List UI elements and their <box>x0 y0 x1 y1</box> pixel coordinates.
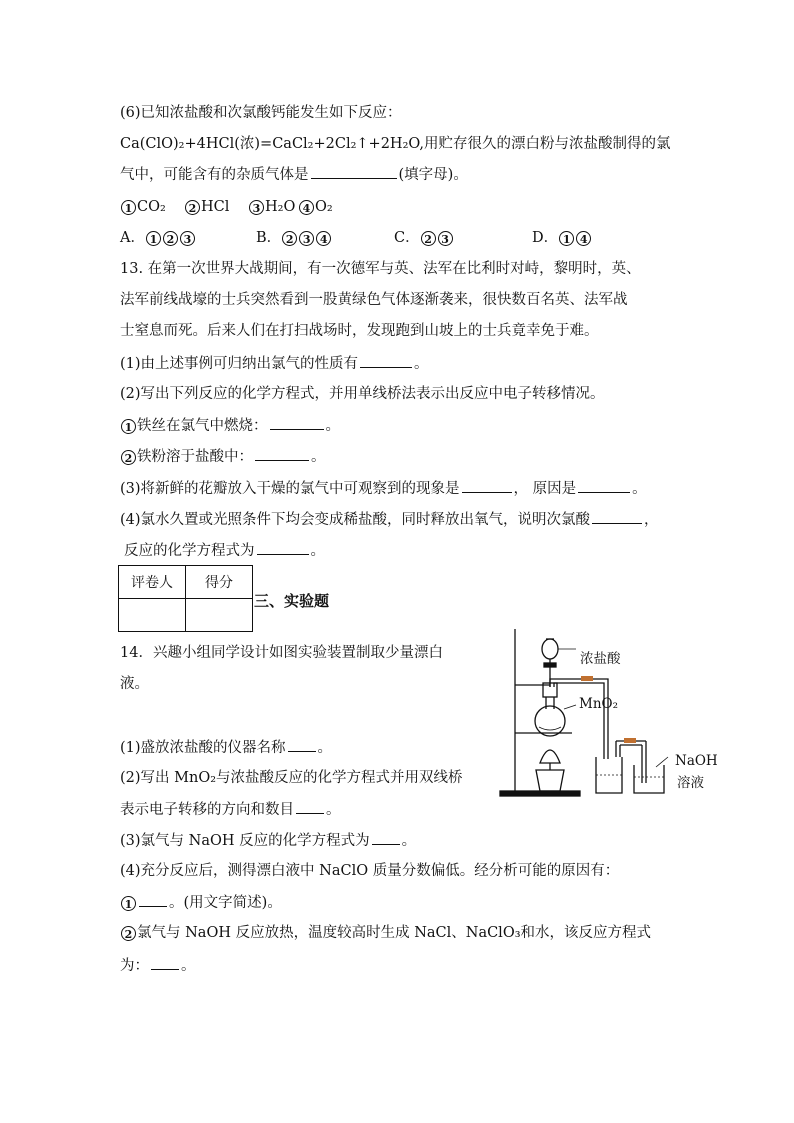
circled-number: 1 <box>121 200 136 215</box>
answer-blank[interactable] <box>288 737 316 752</box>
stand-base <box>500 791 580 796</box>
item-text: HCl <box>201 199 230 215</box>
q14-part3-text: (3)氯气与 NaOH 反应的化学方程式为 <box>120 833 370 849</box>
item-1 <box>120 197 184 217</box>
punct: 。 <box>326 802 341 818</box>
circled-number: 2 <box>121 450 136 465</box>
q13-part1 <box>120 353 429 374</box>
q12-continuation <box>120 164 468 185</box>
q14-part2a: (2)写出 MnO₂与浓盐酸反应的化学方程式并用双线桥 <box>120 770 463 786</box>
answer-blank[interactable] <box>462 478 512 493</box>
answer-blank[interactable] <box>578 478 630 493</box>
item-text: H₂O <box>265 199 296 215</box>
score-cell[interactable] <box>186 599 253 632</box>
circled-number: 1 <box>559 231 574 246</box>
label-concentrated-hcl: 浓盐酸 <box>580 651 621 667</box>
punct: 。 <box>414 356 429 372</box>
punct: ， <box>644 512 659 528</box>
item-4 <box>298 197 333 217</box>
q14-part4: (4)充分反应后，测得漂白液中 NaClO 质量分数偏低。经分析可能的原因有： <box>120 863 620 879</box>
q12-items <box>120 197 333 217</box>
answer-blank[interactable] <box>151 955 179 970</box>
option-d[interactable] <box>532 228 592 248</box>
punct: 。 <box>325 418 340 434</box>
item-2 <box>184 197 248 217</box>
q13-part4b <box>124 540 325 561</box>
q14-line1: 14．兴趣小组同学设计如图实验装置制取少量漂白 <box>120 645 443 661</box>
separatory-funnel <box>542 639 558 659</box>
answer-blank[interactable] <box>255 446 309 461</box>
q13-part2b-text: 铁粉溶于盐酸中： <box>137 449 253 465</box>
alcohol-lamp <box>536 770 564 791</box>
beaker <box>634 765 664 793</box>
answer-blank[interactable] <box>372 830 400 845</box>
circled-number: 2 <box>163 231 178 246</box>
q12-equation-line: Ca(ClO)₂+4HCl(浓)=CaCl₂+2Cl₂↑+2H₂O,用贮存很久的漂白粉与浓盐酸制得的氯 <box>120 136 671 152</box>
circled-number: 2 <box>421 231 436 246</box>
answer-blank[interactable] <box>296 799 324 814</box>
q12-options <box>120 228 592 248</box>
circled-number: 1 <box>121 419 136 434</box>
item-3 <box>248 197 298 217</box>
circled-number: 4 <box>299 200 314 215</box>
option-label: B． <box>256 230 282 246</box>
label-solution: 溶液 <box>677 775 704 791</box>
item-text: O₂ <box>315 199 333 215</box>
circled-number: 1 <box>121 896 136 911</box>
option-a[interactable] <box>120 228 256 248</box>
q14-part4a <box>120 892 282 913</box>
circled-number: 3 <box>180 231 195 246</box>
circled-number: 4 <box>316 231 331 246</box>
q14-line2: 液。 <box>120 676 149 692</box>
alcohol-lamp-flame <box>540 750 560 763</box>
circled-number: 3 <box>249 200 264 215</box>
delivery-tube <box>550 679 608 759</box>
circled-number: 1 <box>146 231 161 246</box>
circled-number: 2 <box>282 231 297 246</box>
q12-continuation-tail: (填字母)。 <box>398 167 468 183</box>
q13-part4b-text: 反应的化学方程式为 <box>124 543 255 559</box>
punct: 。 <box>181 958 196 974</box>
punct: 。 <box>317 740 333 756</box>
item-text: CO₂ <box>137 199 166 215</box>
reviewer-cell[interactable] <box>119 599 186 632</box>
q13-part3 <box>120 478 647 499</box>
score-label: 得分 <box>186 566 253 599</box>
circled-number: 2 <box>185 200 200 215</box>
circled-number: 4 <box>576 231 591 246</box>
punct: 。 <box>310 543 325 559</box>
q12-part6-intro: (6)已知浓盐酸和次氯酸钙能发生如下反应： <box>120 105 402 121</box>
q14-part4c <box>120 955 196 976</box>
round-flask <box>535 706 565 736</box>
label-mno2: MnO₂ <box>579 696 618 712</box>
q14-part4b-text: 氯气与 NaOH 反应放热，温度较高时生成 NaCl、NaClO₃和水，该反应方程式 <box>137 925 652 941</box>
q14-part4a-text: 。(用文字简述)。 <box>169 895 282 911</box>
answer-blank[interactable] <box>360 353 412 368</box>
section-title: 三、实验题 <box>254 592 330 610</box>
option-label: D． <box>532 230 559 246</box>
answer-blank[interactable] <box>270 415 324 430</box>
punct: 。 <box>632 481 647 497</box>
answer-blank[interactable] <box>139 892 167 907</box>
q14-part1 <box>120 737 332 758</box>
punct: 。 <box>401 833 417 849</box>
q12-continuation-text: 气中，可能含有的杂质气体是 <box>120 167 309 183</box>
option-b[interactable] <box>256 228 394 248</box>
q14-part2b <box>120 799 341 820</box>
option-label: C． <box>394 230 420 246</box>
q13-part4 <box>120 509 659 530</box>
q13-part2: (2)写出下列反应的化学方程式，并用单线桥法表示出反应中电子转移情况。 <box>120 386 605 402</box>
score-box <box>118 565 253 632</box>
q13-line3: 士窒息而死。后来人们在打扫战场时，发现跑到山坡上的士兵竟幸免于难。 <box>120 323 599 339</box>
reviewer-label: 评卷人 <box>119 566 186 599</box>
circled-number: 2 <box>121 926 136 941</box>
q13-part2a <box>120 415 340 436</box>
punct: 。 <box>311 449 326 465</box>
q14-part4c-text: 为： <box>120 958 149 974</box>
q13-line2: 法军前线战壕的士兵突然看到一股黄绿色气体逐渐袭来，很快数百名英、法军战 <box>120 292 628 308</box>
option-label: A． <box>120 230 145 246</box>
circled-number: 3 <box>299 231 314 246</box>
label-naoh: NaOH <box>675 753 718 769</box>
q14-part3 <box>120 830 416 851</box>
q14-part2b-text: 表示电子转移的方向和数目 <box>120 802 294 818</box>
rubber-connector <box>581 676 593 681</box>
q13-part3-text: (3)将新鲜的花瓣放入干燥的氯气中可观察到的现象是 <box>120 481 460 497</box>
q13-part2a-text: 铁丝在氯气中燃烧： <box>137 418 268 434</box>
answer-blank[interactable] <box>311 164 397 179</box>
q13-part2b <box>120 446 326 467</box>
q13-part1-text: (1)由上述事例可归纳出氯气的性质有 <box>120 356 359 372</box>
q13-part3-mid: ， 原因是 <box>513 481 577 497</box>
option-c[interactable] <box>394 228 532 248</box>
answer-blank[interactable] <box>592 509 642 524</box>
q13-part4-text: (4)氯水久置或光照条件下均会变成稀盐酸，同时释放出氧气，说明次氯酸 <box>120 512 591 528</box>
circled-number: 3 <box>438 231 453 246</box>
q13-line1: 13. 在第一次世界大战期间，有一次德军与英、法军在比利时对峙，黎明时，英、 <box>120 261 641 277</box>
answer-blank[interactable] <box>257 540 309 555</box>
q14-part4b <box>120 923 651 943</box>
q14-part1-text: (1)盛放浓盐酸的仪器名称 <box>120 740 286 756</box>
